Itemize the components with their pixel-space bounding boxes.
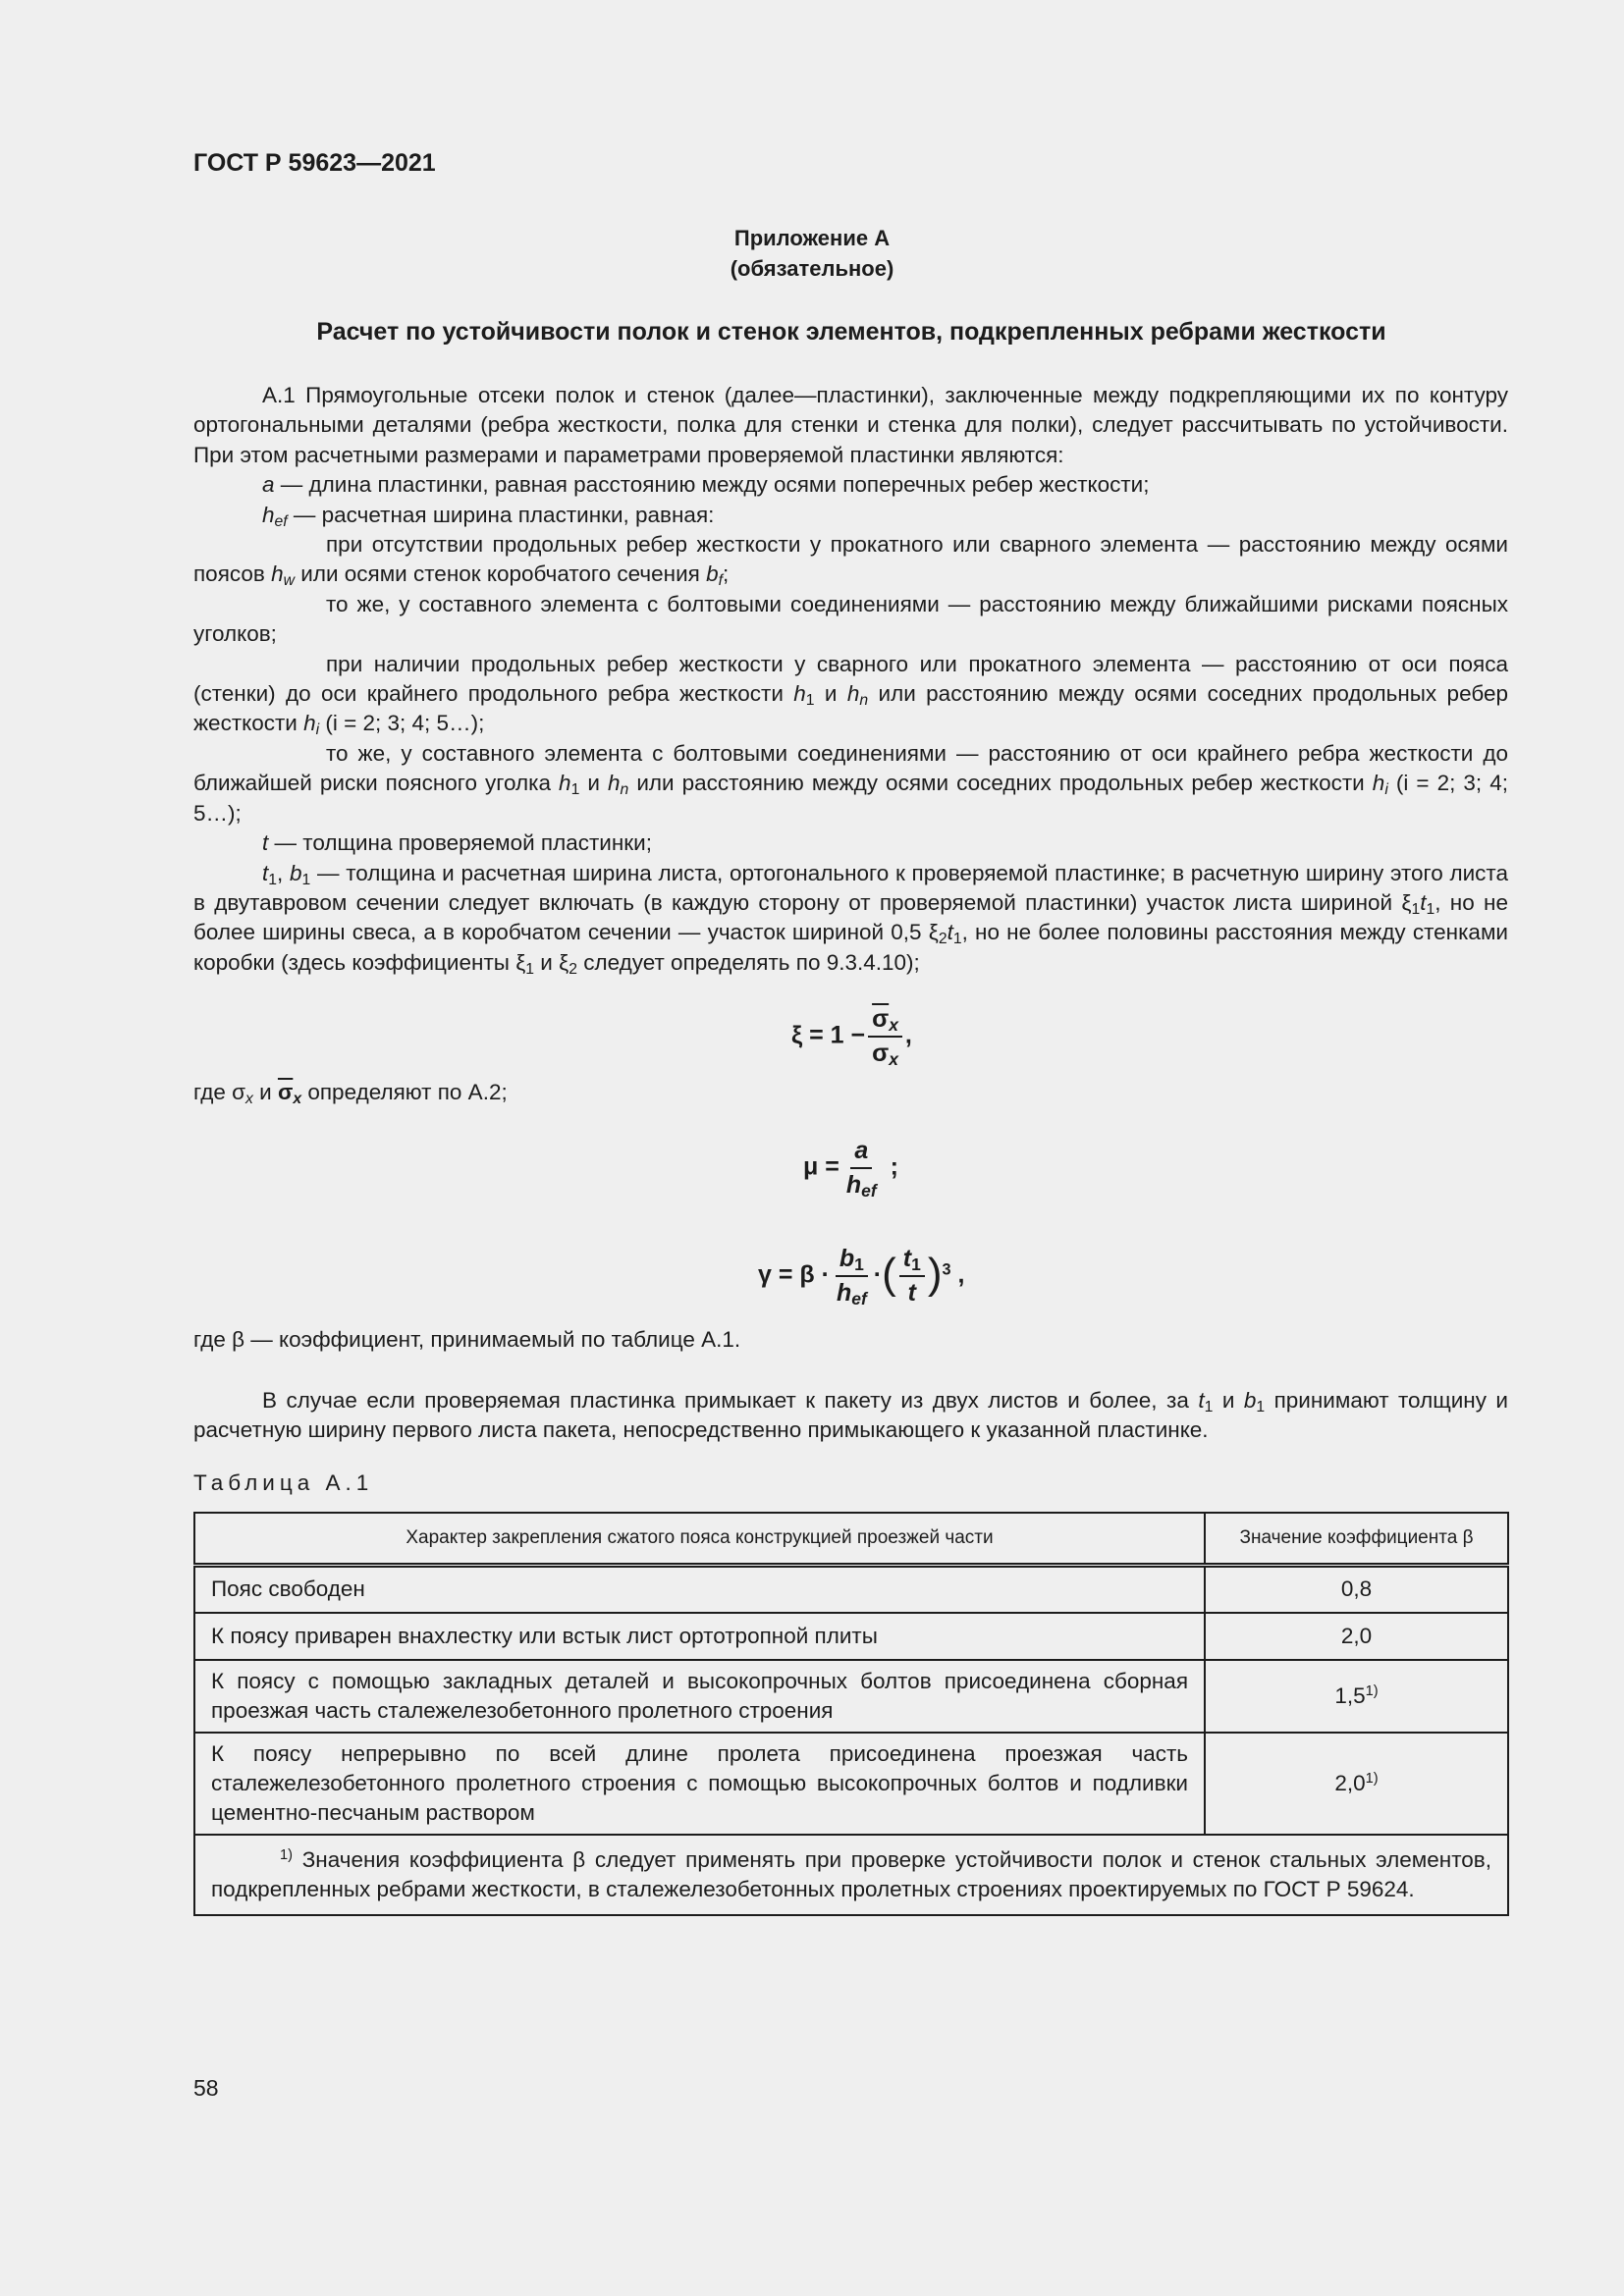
where-beta: где β — коэффициент, принимаемый по таблице А.1. (193, 1327, 741, 1352)
table-row (194, 1613, 1508, 1660)
case-3: при наличии продольных ребер жесткости у сварного или прокатного элемента — расстоянию от оси пояса (стенки) до оси крайнего продольного ребра жесткости $h_1$ и $h_n$ или расстоянию между осями соседних продольных ребер жесткости $h_i$ (i = 2; 3; 4; 5…); (193, 651, 1508, 739)
formula-xi: ξ = 1 − $\frac{\overline{\sigma}_x}{\sigma_x}$ , (791, 1005, 912, 1069)
appendix-title: Приложение А (733, 226, 891, 250)
paragraph-last: В случае если проверяемая пластинка примыкает к пакету из двух листов и более, за $t_1$ и $b_1$ принимают толщину и расчетную ширину первого листа пакета, непосредственно примыкающего к указанной пластинке. (193, 1388, 1508, 1443)
section-title: Расчет по устойчивости полок и стенок элементов, подкрепленных ребрами жесткости (316, 318, 1386, 346)
def-t: t — толщина проверяемой пластинки; (262, 830, 652, 856)
body-text (193, 381, 1508, 978)
def-a: a — длина пластинки, равная расстоянию между осями поперечных ребер жесткости; (262, 472, 1150, 498)
table-row (194, 1660, 1508, 1733)
formula-gamma: γ = β · $\frac{b_1}{h_{ef}}$ ·( $\frac{t_1}{t}$ )$^3$ , (758, 1245, 965, 1308)
def-hef: $h_{ef}$ — расчетная ширина пластинки, равная: (262, 502, 715, 530)
coefficient-table (193, 1512, 1509, 1916)
case-1: при отсутствии продольных ребер жесткости у прокатного или сварного элемента — расстоянию между осями поясов $h_w$ или осями стенок коробчатого сечения $b_f$; (193, 532, 1508, 590)
document-id: ГОСТ Р 59623—2021 (193, 149, 436, 177)
row-value: 2,0 (1205, 1613, 1508, 1660)
formula-mu: μ = $\frac{a}{h_{ef}}$ ; (803, 1137, 898, 1201)
case-2: то же, у составного элемента с болтовыми соединениями — расстоянию между ближайшими рисками поясных уголков; (193, 591, 1508, 647)
table-row (194, 1566, 1508, 1613)
col-header-value: Значение коэффициента β (1205, 1513, 1508, 1566)
row-value: 1,5$^{1)}$ (1205, 1660, 1508, 1733)
table-row (194, 1733, 1508, 1835)
def-t1-b1: $t_1$, $b_1$ — толщина и расчетная ширина листа, ортогонального к проверяемой пластинке; в расчетную ширину этого листа в двутавровом сечении следует включать (в каждую сторону от проверяемой пластинки) участок листа шириной $\xi_1t_1$, но не более ширины свеса, а в коробчатом сечении — участок шириной 0,5 $\xi_2t_1$, но не более половины расстояния между стенками коробки (здесь коэффициенты $\xi_1$ и $\xi_2$ следует определять по 9.3.4.10); (193, 860, 1508, 978)
col-header-description: Характер закрепления сжатого пояса конструкцией проезжей части (194, 1513, 1205, 1566)
case-4: то же, у составного элемента с болтовыми соединениями — расстоянию от оси крайнего ребра жесткости до ближайшей риски поясного уголка $h_1$ и $h_n$ или расстоянию между осями соседних продольных ребер жесткости $h_i$ (i = 2; 3; 4; 5…); (193, 740, 1508, 826)
row-description: К поясу с помощью закладных деталей и высокопрочных болтов присоединена сборная проезжая часть сталежелезобетонного пролетного строения (194, 1660, 1205, 1733)
paragraph-a1: А.1 Прямоугольные отсеки полок и стенок (далее—пластинки), заключенные между подкрепляющими их по контуру ортогональными деталями (ребра жесткости, полка для стенки и стенка для полки), следует рассчитывать по устойчивости. При этом расчетными размерами и параметрами проверяемой пластинки являются: (193, 383, 1508, 467)
row-description: К поясу непрерывно по всей длине пролета присоединена проезжая часть сталежелезобетонного пролетного строения с помощью высокопрочных болтов и подливки цементно-песчаным раствором (194, 1733, 1205, 1835)
table-footnote-row (194, 1835, 1508, 1915)
appendix-status: (обязательное) (730, 256, 894, 281)
page-number: 58 (193, 2075, 219, 2101)
table-header-row (194, 1513, 1508, 1566)
where-sigma: где $\sigma_x$ и $\overline{\sigma}_x$ определяют по А.2; (193, 1080, 508, 1107)
row-value: 2,0$^{1)}$ (1205, 1733, 1508, 1835)
table-footnote: $^{1)}$ Значения коэффициента β следует применять при проверке устойчивости полок и стенок стальных элементов, подкрепленных ребрами жесткости, в сталежелезобетонных пролетных строениях проектируемых по ГОСТ Р 59624. (194, 1835, 1508, 1915)
row-description: Пояс свободен (194, 1566, 1205, 1613)
row-description: К поясу приварен внахлестку или встык лист ортотропной плиты (194, 1613, 1205, 1660)
row-value: 0,8 (1205, 1566, 1508, 1613)
table-label: Таблица А.1 (193, 1470, 374, 1495)
